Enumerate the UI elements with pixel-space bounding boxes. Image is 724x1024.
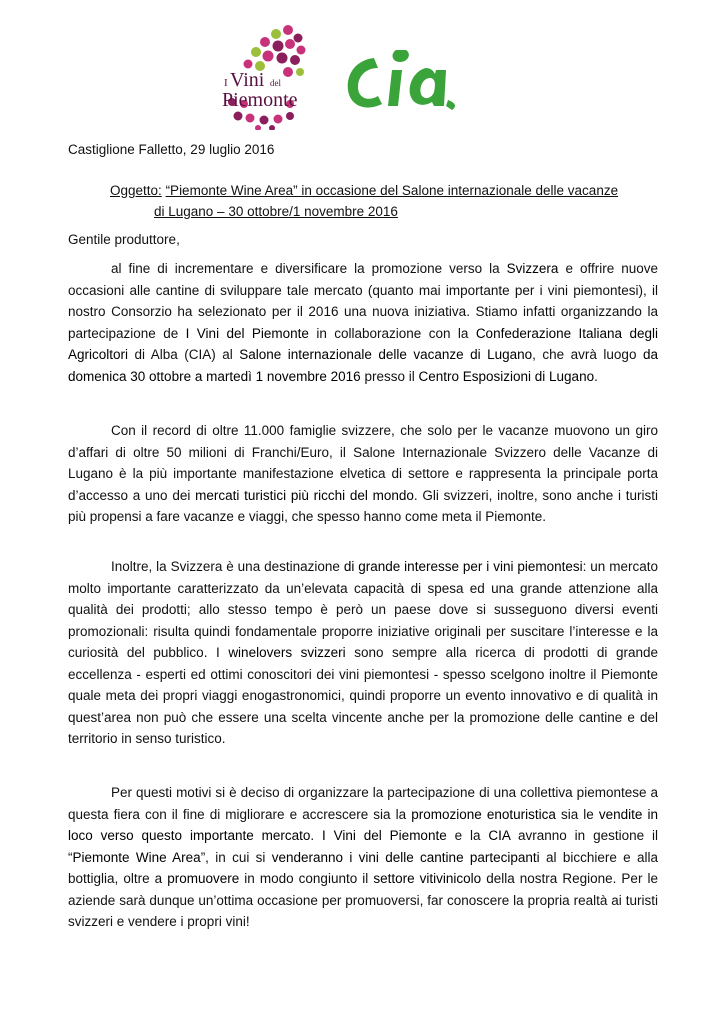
text-run: della nostra Regione. Per le aziende sarà dunque un’ottima occasione per promuoversi, far conoscere la propria realtà ai turisti svizzeri e vendere i propri vini!: [68, 871, 658, 929]
text-run: al bicchiere e alla bottiglia, oltre a: [68, 849, 658, 886]
text-run: Inoltre, la Svizzera è una destinazione: [111, 559, 344, 574]
text-run: Con il record di oltre 11.000 famiglie svizzere, che solo per le vacanze muovono un giro d’affari di oltre 50 milioni di Franchi/Euro, il Salone Internazionale Svizzero delle Vacanze di Lugano è la più importante manifestazione elvetica di settore e rappresenta la principale porta d’accesso a uno dei: [68, 423, 658, 503]
highlight: Salone internazionale delle vacanze di Lugano: [239, 347, 533, 362]
highlight: promozione enoturistica: [411, 806, 556, 822]
place-date: Castiglione Falletto, 29 luglio 2016: [68, 142, 275, 157]
text-run: ”, in cui si: [200, 849, 272, 865]
highlight: CIA: [488, 828, 511, 843]
greeting: Gentile produttore,: [68, 232, 180, 247]
text-run: Per questi motivi si è deciso di organizzare la partecipazione di una collettiva piemontese a questa fiera con il fine di migliorare e accrescere sia la: [68, 785, 658, 822]
text-run: e offrire nuove occasioni alle cantine di sviluppare tale mercato (quanto mai importante per i vini piemontesi), il nostro Consorzio ha selezionato per il 2016 una nuova iniziativa. Stiamo infatti organizzando la partecipazione de: [68, 261, 658, 341]
highlight: settore vitivinicolo: [373, 871, 482, 886]
highlight: I Vini del Piemonte: [322, 828, 447, 843]
highlight: Centro Esposizioni di Lugano: [418, 368, 595, 384]
highlight: winelovers svizzeri: [228, 645, 346, 660]
text-run: in modo congiunto il: [239, 871, 374, 886]
highlight: Svizzera: [506, 261, 559, 276]
text-run: .: [310, 828, 323, 843]
highlight: vendite in loco verso questo importante mercato: [68, 806, 659, 843]
logo-prefix: I: [224, 77, 228, 89]
subject-label: Oggetto:: [110, 183, 162, 198]
text-run: sono sempre alla ricerca di prodotti di grande eccellenza - esperti ed ottimi conoscitori dei vini piemontesi - spesso scelgono inoltre il Piemonte quale meta dei propri viaggi enogastronomici, quindi proporre un evento innovativo e di qualità in quest’area non può che essere una scelta vincente anche per la promozione delle cantine e del territorio in senso turistico.: [68, 645, 659, 746]
cia-lettering-icon: [348, 50, 455, 110]
subject-line-2: [110, 201, 618, 222]
highlight: venderanno i vini delle cantine partecipanti: [271, 849, 540, 865]
text-run: in collaborazione con la: [308, 325, 476, 341]
text-run: sia le: [555, 806, 599, 822]
text-run: presso il: [360, 368, 419, 384]
text-run: .: [594, 368, 598, 384]
highlight: di grande interesse per i vini piemontesi: [343, 559, 583, 574]
text-run: e la: [446, 828, 489, 843]
logo-piemonte-text: Piemonte: [222, 89, 298, 111]
highlight: promuovere: [167, 871, 240, 886]
logo-vini-text: Vini: [230, 69, 265, 91]
cia-logo: [340, 40, 470, 120]
paragraph-interest: [68, 556, 658, 750]
text-run: di Alba (CIA) al: [128, 347, 240, 362]
paragraph-intro: [68, 258, 658, 387]
highlight: I Vini del Piemonte: [185, 325, 309, 341]
text-run: . Gli svizzeri, inoltre, sono anche i turisti più propensi a fare vacanze e viaggi, che spesso hanno come meta il Piemonte.: [68, 487, 658, 524]
subject-line-1: [110, 180, 618, 201]
logo-del-text: del: [270, 78, 281, 88]
highlight: Confederazione Italiana degli Agricoltori: [68, 325, 658, 362]
vini-del-piemonte-logo: [218, 20, 308, 130]
subject: [110, 180, 618, 222]
highlight: da domenica 30 ottobre a martedì 1 novembre 2016: [68, 347, 658, 384]
highlight: mercati turistici più ricchi del mondo: [195, 487, 414, 503]
text-run: avranno in gestione il “: [68, 828, 658, 865]
paragraph-record: [68, 420, 658, 528]
text-run: , che avrà luogo: [532, 347, 643, 362]
text-run: : un mercato molto importante caratterizzato da un’elevata capacità di spesa ed una grande attenzione alla qualità dei prodotti; allo stesso tempo è però un paese dove si susseguono diversi eventi promozionali: risulta quindi fondamentale proporre iniziative originali per suscitare l’interesse e la curiosità del pubblico. I: [68, 559, 658, 660]
paragraph-reasons: [68, 782, 658, 933]
highlight: Piemonte Wine Area: [72, 849, 201, 865]
subject-text-2: di Lugano – 30 ottobre/1 novembre 2016: [154, 204, 398, 219]
text-run: al fine di incrementare e diversificare la promozione verso la: [111, 261, 507, 276]
subject-text-1: “Piemonte Wine Area” in occasione del Salone internazionale delle vacanze: [165, 183, 619, 198]
